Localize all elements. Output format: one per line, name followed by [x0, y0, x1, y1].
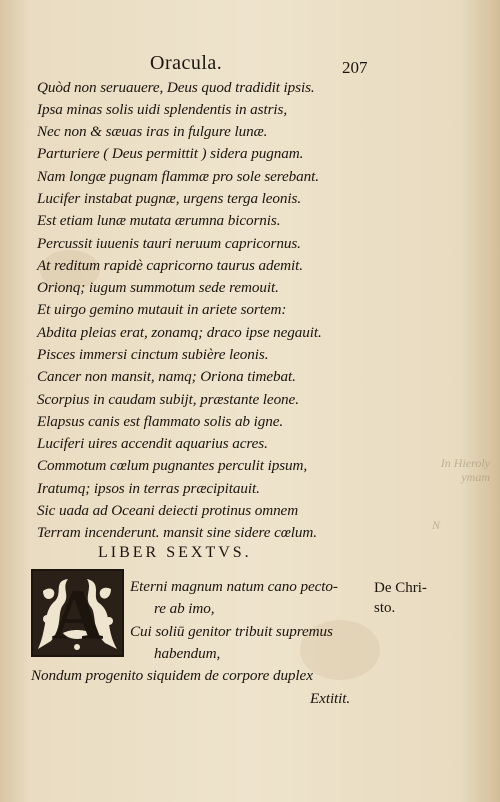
decorated-initial: [31, 569, 124, 657]
verse-line: Pisces immersi cinctum subière leonis.: [37, 346, 269, 363]
verse-line: Parturiere ( Deus permittit ) sidera pugnam.: [37, 145, 304, 162]
verse-line: Cui soliū genitor tribuit supremus: [130, 623, 333, 640]
verse-line: Luciferi uires accendit aquarius acres.: [37, 435, 268, 452]
verse-line: Eterni magnum natum cano pecto-: [130, 578, 338, 595]
initial-letter: A: [51, 575, 104, 655]
verse-line: Commotum cœlum pugnantes perculit ipsum,: [37, 457, 308, 474]
marginal-note-line: De Chri-: [374, 580, 427, 596]
marginal-note: [374, 578, 434, 618]
verse-line: At reditum rapidè capricorno taurus ademit.: [37, 257, 303, 274]
verse-line: Sic uada ad Oceani deiecti protinus omnem: [37, 502, 299, 519]
verse-line: Iratumq; ipsos in terras præcipitauit.: [37, 480, 260, 497]
verse-line: Ipsa minas solis uidi splendentis in astris,: [37, 101, 288, 118]
verse-line: Elapsus canis est flammato solis ab igne.: [37, 413, 284, 430]
verse-line: Cancer non mansit, namq; Oriona timebat.: [37, 368, 296, 385]
verse-line: Nec non & sæuas iras in fulgure lunæ.: [37, 123, 268, 140]
verse-line: habendum,: [154, 645, 221, 662]
bleed-through-text: N: [431, 518, 440, 532]
verse-line: Est etiam lunæ mutata ærumna bicornis.: [37, 212, 281, 229]
verse-line: Et uirgo gemino mutauit in ariete sortem:: [37, 301, 287, 318]
bleed-through-text: ymam: [461, 470, 490, 484]
book-heading: LIBER SEXTVS.: [98, 544, 252, 561]
page-number: 207: [342, 58, 368, 77]
verse-line: Scorpius in caudam subijt, præstante leone.: [37, 391, 299, 408]
verse-line: Nondum progenito siquidem de corpore duplex: [31, 667, 313, 684]
verse-line: Lucifer instabat pugnæ, urgens terga leonis.: [37, 190, 302, 207]
verse-line: Orionq; iugum summotum sede remouit.: [37, 279, 279, 296]
running-header: Oracula.: [150, 52, 223, 74]
verse-line: Nam longæ pugnam flammæ pro sole serebant.: [37, 168, 319, 185]
verse-line: Abdita pleias erat, zonamq; draco ipse negauit.: [37, 324, 322, 341]
verse-line: Percussit iuuenis tauri neruum capricornus.: [37, 235, 301, 252]
bleed-through-text: In Hieroly: [440, 456, 490, 470]
verse-line: Quòd non seruauere, Deus quod tradidit ipsis.: [37, 79, 315, 96]
verse-line: Extitit.: [310, 690, 351, 707]
marginal-note-line: sto.: [374, 600, 396, 616]
verse-line: Terram incenderunt. mansit sine sidere cœlum.: [37, 524, 317, 541]
verse-line: re ab imo,: [154, 600, 215, 617]
